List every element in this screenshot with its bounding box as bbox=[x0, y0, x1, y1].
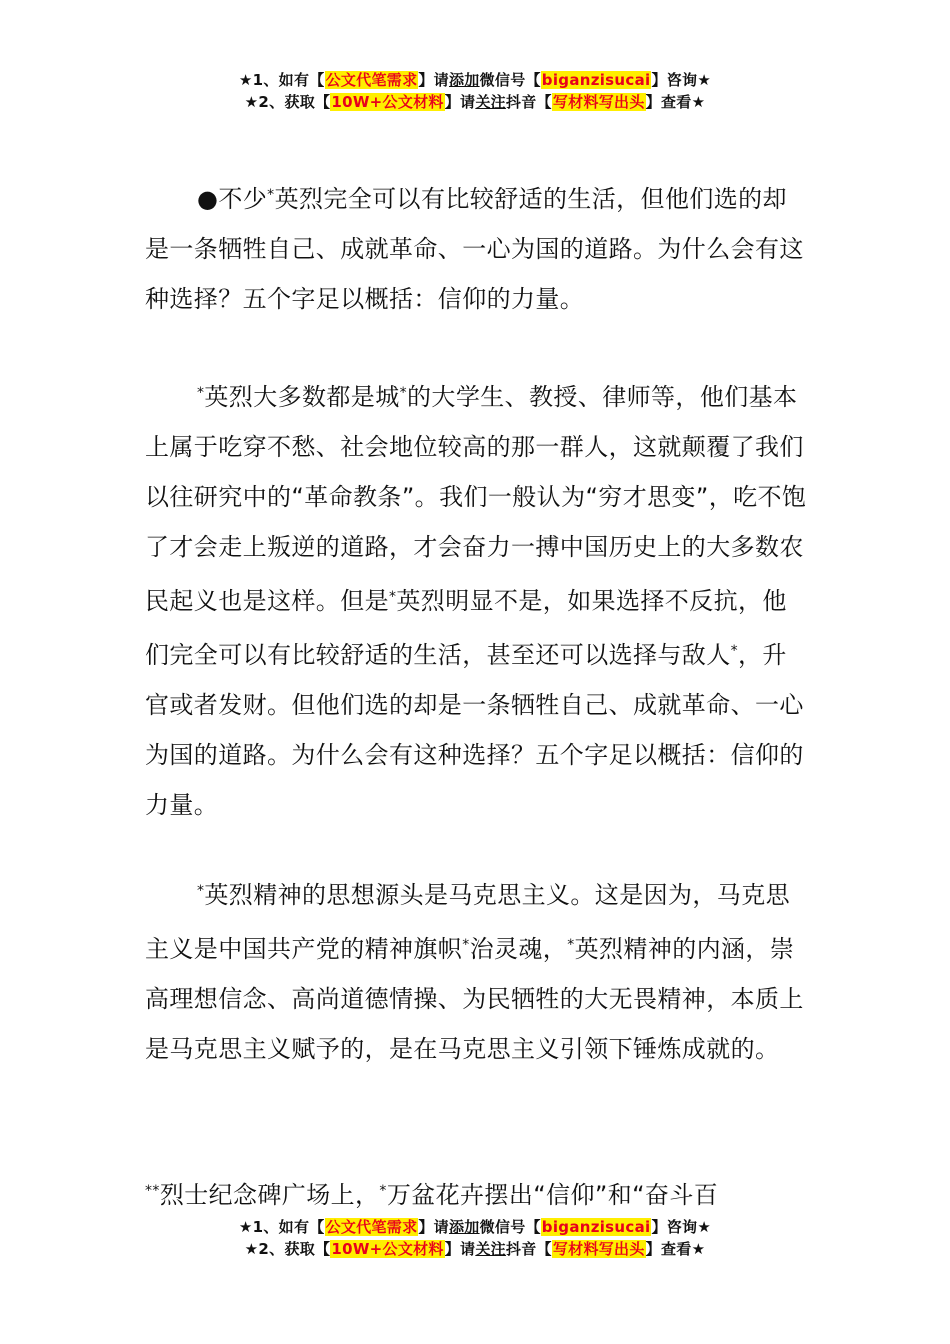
banner-line-2: ★2、获取【10W+公文材料】请关注抖音【写材料写出头】查看★ bbox=[244, 1240, 706, 1258]
banner-line-1: ★1、如有【公文代笔需求】请添加微信号【biganzisucai】咨询★ bbox=[238, 1218, 712, 1236]
banner-highlight: biganzisucai bbox=[541, 1218, 651, 1236]
header-banner bbox=[0, 69, 950, 113]
paragraph-4: **烈士纪念碑广场上，*万盆花卉摆出“信仰”和“奋斗百 bbox=[145, 1181, 719, 1209]
banner-highlight: 写材料写出头 bbox=[552, 93, 645, 111]
banner-highlight: 10W+公文材料 bbox=[331, 93, 444, 111]
banner-highlight: 写材料写出头 bbox=[552, 1240, 645, 1258]
paragraph-2: *英烈大多数都是城*的大学生、教授、律师等，他们基本上属于吃穿不愁、社会地位较高的那一群人，这就颠覆了我们以往研究中的“革命教条”。我们一般认为“穷才思变”，吃不饱了才会走上叛逆的道路，才会奋力一搏中国历史上的大多数农民起义也是这样。但是*英烈明显不是，如果选择不反抗，他们完全可以有比较舒适的生活，甚至还可以选择与敌人*，升官或者发财。但他们选的却是一条牺牲自己、成就革命、一心为国的道路。为什么会有这种选择？五个字足以概括：信仰的力量。 bbox=[145, 383, 807, 819]
footer-banner bbox=[0, 1216, 950, 1260]
banner-highlight: 10W+公文材料 bbox=[331, 1240, 444, 1258]
banner-highlight: biganzisucai bbox=[541, 71, 651, 89]
paragraph-3: *英烈精神的思想源头是马克思主义。这是因为，马克思主义是中国共产党的精神旗帜*治灵魂，*英烈精神的内涵，崇高理想信念、高尚道德情操、为民牺牲的大无畏精神，本质上是马克思主义赋予的，是在马克思主义引领下锤炼成就的。 bbox=[145, 881, 804, 1063]
banner-line-2: ★2、获取【10W+公文材料】请关注抖音【写材料写出头】查看★ bbox=[244, 93, 706, 111]
banner-highlight: 公文代笔需求 bbox=[325, 71, 418, 89]
banner-line-1: ★1、如有【公文代笔需求】请添加微信号【biganzisucai】咨询★ bbox=[238, 71, 712, 89]
paragraph-1: ●不少*英烈完全可以有比较舒适的生活，但他们选的却是一条牺牲自己、成就革命、一心为国的道路。为什么会有这种选择？五个字足以概括：信仰的力量。 bbox=[145, 185, 804, 313]
banner-highlight: 公文代笔需求 bbox=[325, 1218, 418, 1236]
